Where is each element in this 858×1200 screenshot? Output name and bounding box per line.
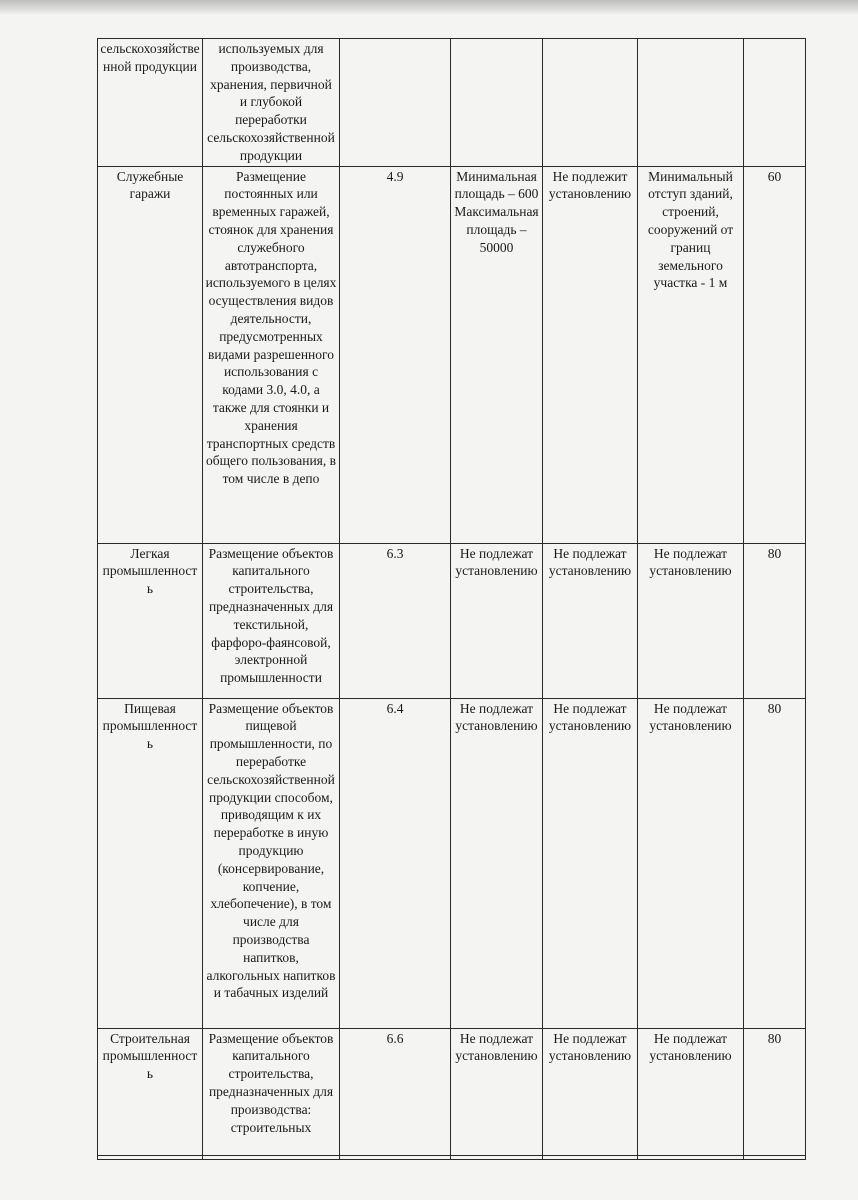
cell-floors: Не подлежат установлению (543, 1028, 638, 1159)
cell-description: Размещение объектов капитального строительства, предназначенных для производства: строительных (203, 1028, 340, 1159)
cell-name: сельскохозяйственной продукции (98, 39, 203, 167)
cell-description: Размещение объектов капитального строительства, предназначенных для текстильной, фарфоро-фаянсовой, электронной промышленности (203, 543, 340, 698)
cell-description: используемых для производства, хранения, первичной и глубокой переработки сельскохозяйственной продукции (203, 39, 340, 167)
cell-area: Не подлежат установлению (451, 543, 543, 698)
cell-code: 4.9 (340, 166, 451, 543)
cell-name: Служебные гаражи (98, 166, 203, 543)
cell-description: Размещение постоянных или временных гаражей, стоянок для хранения служебного автотранспорта, используемого в целях осуществления видов деятельности, предусмотренных видами разрешенного использования с кодами 3.0, 4.0, а также для стоянки и хранения транспортных средств общего пользования, в том числе в депо (203, 166, 340, 543)
cell-percent: 80 (744, 1028, 806, 1159)
cell-area (451, 39, 543, 167)
cell-code: 6.4 (340, 698, 451, 1028)
cell-setback: Не подлежат установлению (638, 1028, 744, 1159)
cell-name: Строительная промышленность (98, 1028, 203, 1159)
page-shadow (0, 0, 858, 14)
cell-floors: Не подлежат установлению (543, 698, 638, 1028)
regulations-table (97, 38, 806, 1160)
cell-setback: Минимальный отступ зданий, строений, сооружений от границ земельного участка - 1 м (638, 166, 744, 543)
cell-code: 6.3 (340, 543, 451, 698)
table-row (98, 698, 806, 1028)
cell-code: 6.6 (340, 1028, 451, 1159)
table-bottom-border (97, 1155, 805, 1156)
cell-description: Размещение объектов пищевой промышленности, по переработке сельскохозяйственной продукции способом, приводящим к их переработке в иную продукцию (консервирование, копчение, хлебопечение), в том числе для производства напитков, алкогольных напитков и табачных изделий (203, 698, 340, 1028)
table-row (98, 1028, 806, 1159)
cell-name: Легкая промышленность (98, 543, 203, 698)
cell-percent: 80 (744, 543, 806, 698)
table-row (98, 543, 806, 698)
cell-area: Не подлежат установлению (451, 698, 543, 1028)
cell-name: Пищевая промышленность (98, 698, 203, 1028)
cell-area: Не подлежат установлению (451, 1028, 543, 1159)
cell-area: Минимальная площадь – 600 Максимальная площадь – 50000 (451, 166, 543, 543)
cell-floors: Не подлежат установлению (543, 543, 638, 698)
table-row (98, 166, 806, 543)
cell-setback: Не подлежат установлению (638, 543, 744, 698)
cell-floors: Не подлежит установлению (543, 166, 638, 543)
cell-percent (744, 39, 806, 167)
table-row (98, 39, 806, 167)
cell-floors (543, 39, 638, 167)
cell-percent: 60 (744, 166, 806, 543)
cell-code (340, 39, 451, 167)
cell-setback (638, 39, 744, 167)
cell-setback: Не подлежат установлению (638, 698, 744, 1028)
cell-percent: 80 (744, 698, 806, 1028)
